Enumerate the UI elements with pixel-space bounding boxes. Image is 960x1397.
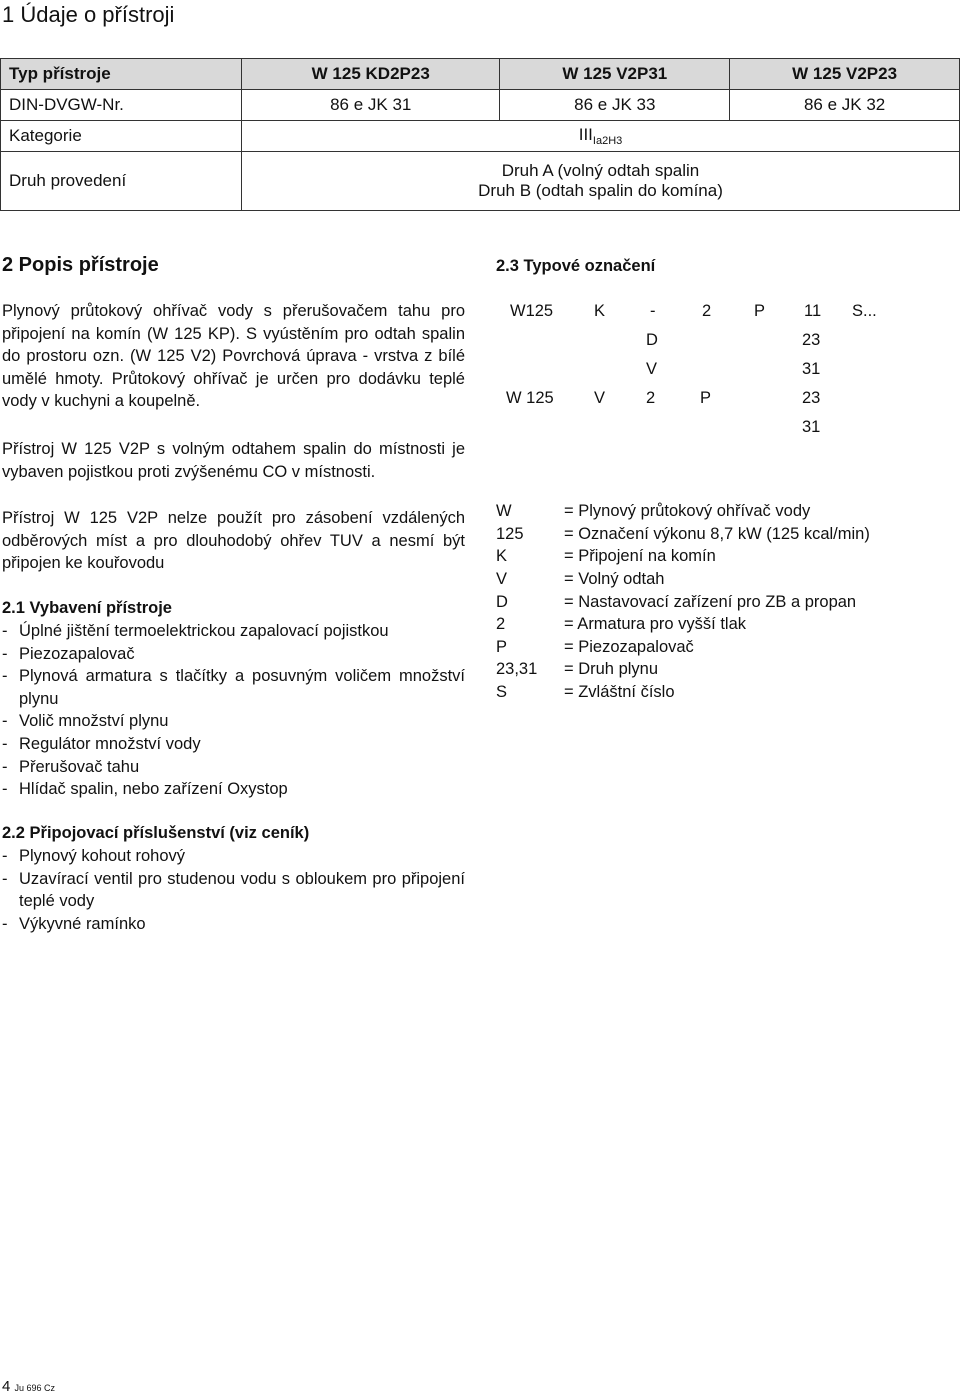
table-cell: 86 e JK 33 bbox=[500, 90, 730, 121]
code-cell: - bbox=[650, 302, 656, 320]
category-value-cell bbox=[242, 121, 960, 152]
legend-value: = Druh plynu bbox=[564, 660, 659, 678]
code-cell: D bbox=[646, 331, 658, 349]
legend-value: = Piezozapalovač bbox=[564, 638, 694, 656]
legend-value: = Volný odtah bbox=[564, 570, 665, 588]
code-cell: V bbox=[594, 389, 606, 407]
table-header-cell: W 125 V2P31 bbox=[500, 59, 730, 90]
code-cell: W 125 bbox=[506, 389, 554, 407]
code-cell: W125 bbox=[510, 302, 554, 320]
section-2-2-title: 2.2 Připojovací příslušenství (viz ceník) bbox=[2, 824, 310, 842]
list-item: - Plynová armatura s tlačítky a posuvným voličem množství plynu bbox=[2, 665, 465, 710]
table-row-type bbox=[1, 152, 960, 211]
description-paragraph-3: Přístroj W 125 V2P nelze použít pro zásobení vzdálených odběrových míst a pro dlouhodobý ohřev TUV a nesmí být připojen ke kouřovodu bbox=[2, 509, 465, 573]
device-data-table bbox=[0, 58, 960, 211]
code-cell: P bbox=[700, 389, 712, 407]
legend-key: W bbox=[496, 502, 512, 520]
list-item: - Uzavírací ventil pro studenou vodu s obloukem pro připojení teplé vody bbox=[2, 868, 465, 913]
list-item: - Volič množství plynu bbox=[2, 710, 465, 733]
legend-key: K bbox=[496, 547, 508, 565]
code-cell: 31 bbox=[802, 418, 821, 436]
section-2-1-title: 2.1 Vybavení přístroje bbox=[2, 599, 172, 617]
code-cell: 23 bbox=[802, 389, 821, 407]
legend-key: 23,31 bbox=[496, 660, 538, 678]
table-cell: Druh provedení bbox=[1, 152, 242, 211]
type-line-2: Druh B (odtah spalin do komína) bbox=[478, 181, 723, 200]
legend-key: 125 bbox=[496, 525, 524, 543]
table-cell: 86 e JK 31 bbox=[242, 90, 500, 121]
list-item: - Regulátor množství vody bbox=[2, 733, 465, 756]
description-paragraph-2: Přístroj W 125 V2P s volným odtahem spalin do místnosti je vybaven pojistkou proti zvýšenému CO v místnosti. bbox=[2, 440, 465, 481]
table-cell: 86 e JK 32 bbox=[730, 90, 960, 121]
accessories-list bbox=[2, 845, 465, 935]
table-header-row bbox=[1, 59, 960, 90]
list-item: - Úplné jištění termoelektrickou zapalovací pojistkou bbox=[2, 620, 465, 643]
code-cell: K bbox=[594, 302, 606, 320]
table-row-din bbox=[1, 90, 960, 121]
legend-key: S bbox=[496, 683, 508, 701]
type-line-1: Druh A (volný odtah spalin bbox=[501, 161, 700, 180]
table-header-cell: W 125 KD2P23 bbox=[242, 59, 500, 90]
section-2-3-title: 2.3 Typové označení bbox=[496, 257, 656, 275]
code-cell: S... bbox=[852, 302, 877, 320]
table-row-category bbox=[1, 121, 960, 152]
code-cell: P bbox=[754, 302, 766, 320]
code-cell: V bbox=[646, 360, 658, 378]
table-cell: Kategorie bbox=[1, 121, 242, 152]
category-subscript: Ia2H3 bbox=[592, 135, 623, 147]
code-cell: 23 bbox=[802, 331, 821, 349]
legend-value: = Armatura pro vyšší tlak bbox=[564, 615, 747, 633]
list-item: - Hlídač spalin, nebo zařízení Oxystop bbox=[2, 778, 465, 801]
table-header-cell: Typ přístroje bbox=[1, 59, 242, 90]
page-number: 4 bbox=[2, 1378, 11, 1395]
legend-value: = Připojení na komín bbox=[564, 547, 716, 565]
section-2-title: 2 Popis přístroje bbox=[2, 254, 159, 276]
legend-key: P bbox=[496, 638, 508, 656]
document-code: Ju 696 Cz bbox=[14, 1383, 56, 1393]
legend-value: = Plynový průtokový ohřívač vody bbox=[564, 502, 811, 520]
code-cell: 11 bbox=[804, 302, 822, 320]
legend-key: D bbox=[496, 593, 508, 611]
legend-value: = Označení výkonu 8,7 kW (125 kcal/min) bbox=[564, 525, 870, 543]
legend-key: 2 bbox=[496, 615, 506, 633]
description-paragraph-1: Plynový průtokový ohřívač vody s přerušovačem tahu pro připojení na komín (W 125 KP). S vyústěním pro odtah spalin do prostoru ozn. (W 125 V2) Povrchová úprava - vrstva z bílé umělé hmoty. Průtokový ohřívač je určen pro dodávku teplé vody v kuchyni a koupelně. bbox=[2, 302, 465, 411]
page-footer bbox=[2, 1378, 55, 1395]
section-1-title: 1 Údaje o přístroji bbox=[2, 2, 175, 27]
legend-key: V bbox=[496, 570, 508, 588]
legend-value: = Nastavovací zařízení pro ZB a propan bbox=[564, 593, 857, 611]
category-value: III bbox=[578, 125, 593, 144]
list-item: - Piezozapalovač bbox=[2, 643, 465, 666]
equipment-list bbox=[2, 620, 465, 801]
type-value-cell bbox=[242, 152, 960, 211]
code-cell: 31 bbox=[802, 360, 821, 378]
legend-value: = Zvláštní číslo bbox=[564, 683, 675, 701]
table-header-cell: W 125 V2P23 bbox=[730, 59, 960, 90]
table-cell: DIN-DVGW-Nr. bbox=[1, 90, 242, 121]
list-item: - Přerušovač tahu bbox=[2, 756, 465, 779]
code-cell: 2 bbox=[646, 389, 656, 407]
list-item: - Výkyvné ramínko bbox=[2, 913, 465, 936]
code-cell: 2 bbox=[702, 302, 712, 320]
list-item: - Plynový kohout rohový bbox=[2, 845, 465, 868]
